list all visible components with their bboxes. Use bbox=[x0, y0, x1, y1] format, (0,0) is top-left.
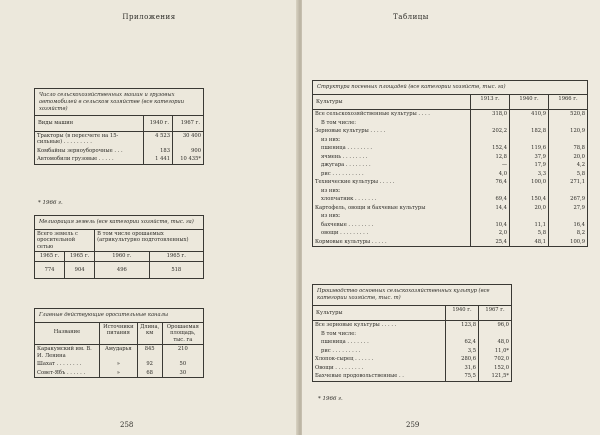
table-cell bbox=[471, 136, 510, 145]
row-label: из них: bbox=[313, 136, 471, 145]
table-row bbox=[313, 330, 512, 339]
row-label: Технические культуры . . . . . bbox=[313, 178, 471, 187]
right-page bbox=[302, 0, 600, 435]
table-cell: 182,8 bbox=[510, 127, 549, 136]
table-cell: 904 bbox=[65, 261, 95, 279]
footnote: * 1966 г. bbox=[318, 396, 343, 402]
table-row bbox=[313, 178, 588, 187]
column-header: 1913 г. bbox=[471, 94, 510, 110]
table-cell bbox=[471, 212, 510, 221]
table-caption: Число сельскохозяйственных машин и грузовых автомобилей в сельском хозяйстве (все категории хозяйств) bbox=[35, 89, 204, 116]
table-cell: 5,8 bbox=[549, 170, 588, 179]
table-cell: 37,9 bbox=[510, 153, 549, 162]
table-cell: 17,9 bbox=[510, 161, 549, 170]
table-cell: — bbox=[471, 161, 510, 170]
table-cell: 3,3 bbox=[510, 170, 549, 179]
table-cell: 120,9 bbox=[549, 127, 588, 136]
table-row bbox=[313, 161, 588, 170]
row-label: бахчевые . . . . . . . . bbox=[313, 221, 471, 230]
table-cell: 20,0 bbox=[510, 204, 549, 213]
row-label: пшеница . . . . . . . . bbox=[313, 144, 471, 153]
column-header bbox=[35, 322, 100, 345]
table-row bbox=[313, 364, 512, 373]
table-cell bbox=[549, 119, 588, 128]
table-cell: 68 bbox=[137, 369, 162, 378]
left-page bbox=[0, 0, 298, 435]
table-row bbox=[313, 212, 588, 221]
table-cell: 210 bbox=[162, 345, 203, 361]
table-cell: 496 bbox=[95, 261, 149, 279]
row-label: Каракумский им. В. И. Ленина bbox=[35, 345, 100, 361]
table-row bbox=[313, 119, 588, 128]
table-row bbox=[313, 347, 512, 356]
row-label: пшеница . . . . . . . bbox=[313, 338, 446, 347]
table-cell: 900 bbox=[173, 147, 204, 156]
table-cell: 3,5 bbox=[446, 347, 479, 356]
table-cell bbox=[510, 212, 549, 221]
table-cell: 11,1 bbox=[510, 221, 549, 230]
table-cell: 123,8 bbox=[446, 321, 479, 330]
table-row bbox=[35, 147, 204, 156]
column-header: 1940 г. bbox=[144, 116, 173, 132]
table-row bbox=[313, 136, 588, 145]
table-cell bbox=[471, 119, 510, 128]
table-cell: 14,4 bbox=[471, 204, 510, 213]
table-cell: 76,4 bbox=[471, 178, 510, 187]
canals-table bbox=[34, 308, 204, 378]
column-header: Всего земель с оросительной сетью bbox=[35, 229, 95, 252]
table-row bbox=[35, 369, 204, 378]
row-label: ячмень . . . . . . . . bbox=[313, 153, 471, 162]
row-label: Все зерновые культуры . . . . . bbox=[313, 321, 446, 330]
table-row bbox=[313, 372, 512, 381]
row-label: Кормовые культуры . . . . . bbox=[313, 238, 471, 247]
column-header: Орошаемая площадь, тыс. га bbox=[162, 322, 203, 345]
table-cell: 845 bbox=[137, 345, 162, 361]
table-cell: 774 bbox=[35, 261, 65, 279]
table-cell bbox=[549, 212, 588, 221]
table-cell: 100,9 bbox=[549, 238, 588, 247]
year-header: 1965 г. bbox=[35, 252, 65, 262]
table-cell: 267,9 bbox=[549, 195, 588, 204]
row-label: В том числе: bbox=[313, 119, 471, 128]
table-row bbox=[313, 144, 588, 153]
table-cell bbox=[446, 330, 479, 339]
row-label: Картофель, овощи и бахчевые культуры bbox=[313, 204, 471, 213]
column-header: В том числе орошаемых (агрикультурно подготовленных) bbox=[95, 229, 204, 252]
table-cell: 150,4 bbox=[510, 195, 549, 204]
table-row bbox=[35, 345, 204, 361]
table-caption: Мелиорация земель (все категории хозяйств, тыс. га) bbox=[35, 216, 204, 230]
table-cell: 27,9 bbox=[549, 204, 588, 213]
column-header: 1940 г. bbox=[446, 305, 479, 321]
page-number-left: 258 bbox=[120, 421, 134, 429]
table-row bbox=[313, 204, 588, 213]
table-row bbox=[313, 238, 588, 247]
row-label: из них: bbox=[313, 212, 471, 221]
table-row bbox=[313, 229, 588, 238]
table-cell bbox=[471, 187, 510, 196]
machines-table bbox=[34, 88, 204, 165]
column-header: Культуры bbox=[313, 305, 446, 321]
table-cell: 10,4 bbox=[471, 221, 510, 230]
running-head-left: Приложения bbox=[122, 13, 176, 21]
table-cell: 20,0 bbox=[549, 153, 588, 162]
row-label: Все сельскохозяйственные культуры . . . . bbox=[313, 110, 471, 119]
table-row bbox=[313, 221, 588, 230]
table-row bbox=[35, 131, 204, 147]
table-cell bbox=[549, 136, 588, 145]
table-cell: 30 400 bbox=[173, 131, 204, 147]
table-cell: 410,9 bbox=[510, 110, 549, 119]
table-cell: 280,6 bbox=[446, 355, 479, 364]
table-cell: 318,0 bbox=[471, 110, 510, 119]
row-label: из них: bbox=[313, 187, 471, 196]
table-cell: 30 bbox=[162, 369, 203, 378]
table-row bbox=[313, 195, 588, 204]
table-cell: 62,4 bbox=[446, 338, 479, 347]
table-cell: 119,6 bbox=[510, 144, 549, 153]
table-cell: 152,0 bbox=[479, 364, 512, 373]
table-cell: 202,2 bbox=[471, 127, 510, 136]
table-cell: 92 bbox=[137, 360, 162, 369]
table-cell: 1 441 bbox=[144, 155, 173, 164]
table-cell: 121,5* bbox=[479, 372, 512, 381]
column-header: 1940 г. bbox=[510, 94, 549, 110]
table-cell: 50 bbox=[162, 360, 203, 369]
table-cell: 11,0* bbox=[479, 347, 512, 356]
row-label: хлопчатник . . . . . . . bbox=[313, 195, 471, 204]
table-cell: 5,8 bbox=[510, 229, 549, 238]
table-cell: 4 523 bbox=[144, 131, 173, 147]
table-caption: Производство основных сельскохозяйственных культур (все категории хозяйств, тыс. т) bbox=[313, 285, 512, 306]
table-cell: 520,8 bbox=[549, 110, 588, 119]
table-cell bbox=[510, 119, 549, 128]
row-label: Тракторы (в пересчете на 15-сильные) . . . . . . . . . bbox=[35, 131, 144, 147]
column-header: Источники питания bbox=[100, 322, 138, 345]
table-row bbox=[313, 170, 588, 179]
table-cell: 518 bbox=[149, 261, 203, 279]
table-cell: 2,0 bbox=[471, 229, 510, 238]
column-header: Культуры bbox=[313, 94, 471, 110]
crop-area-table bbox=[312, 80, 588, 247]
column-header-label: Название bbox=[53, 328, 81, 335]
table-cell: 12,8 bbox=[471, 153, 510, 162]
table-row bbox=[313, 338, 512, 347]
table-row bbox=[313, 321, 512, 330]
table-cell: 702,0 bbox=[479, 355, 512, 364]
year-header: 1965 г. bbox=[65, 252, 95, 262]
table-row bbox=[313, 355, 512, 364]
column-header: 1966 г. bbox=[549, 94, 588, 110]
row-label: рис . . . . . . . . . . bbox=[313, 170, 471, 179]
table-cell: Амударья bbox=[100, 345, 138, 361]
row-label: рис . . . . . . . . . bbox=[313, 347, 446, 356]
row-label: Зерновые культуры . . . . . bbox=[313, 127, 471, 136]
irrigation-table bbox=[34, 215, 204, 279]
row-label: Хлопок-сырец . . . . . . bbox=[313, 355, 446, 364]
column-header: 1967 г. bbox=[479, 305, 512, 321]
row-label: Автомобили грузовые . . . . . bbox=[35, 155, 144, 164]
table-cell bbox=[549, 187, 588, 196]
table-cell: 8,2 bbox=[549, 229, 588, 238]
crop-production-table bbox=[312, 284, 512, 382]
table-cell: 183 bbox=[144, 147, 173, 156]
table-cell: 69,4 bbox=[471, 195, 510, 204]
page-number-right: 259 bbox=[406, 421, 420, 429]
running-head-right: Таблицы bbox=[393, 13, 429, 21]
table-row bbox=[35, 155, 204, 164]
row-label: Совет-Ябъ . . . . . . bbox=[35, 369, 100, 378]
table-cell: » bbox=[100, 360, 138, 369]
row-label: Шахат . . . . . . . . bbox=[35, 360, 100, 369]
column-header: Длина, км bbox=[137, 322, 162, 345]
table-row bbox=[313, 153, 588, 162]
table-cell: 25,4 bbox=[471, 238, 510, 247]
table-cell: 10 435* bbox=[173, 155, 204, 164]
year-header: 1960 г. bbox=[95, 252, 149, 262]
row-label: овощи . . . . . . . . . bbox=[313, 229, 471, 238]
table-cell: 48,0 bbox=[479, 338, 512, 347]
table-cell: 48,1 bbox=[510, 238, 549, 247]
table-row bbox=[35, 360, 204, 369]
column-header: Виды машин bbox=[35, 116, 144, 132]
table-cell: 96,0 bbox=[479, 321, 512, 330]
footnote: * 1966 г. bbox=[38, 200, 63, 206]
table-caption: Главные действующие оросительные каналы bbox=[35, 309, 204, 323]
row-label: джугара . . . . . . . . bbox=[313, 161, 471, 170]
table-cell: 16,4 bbox=[549, 221, 588, 230]
table-cell bbox=[510, 136, 549, 145]
row-label: В том числе: bbox=[313, 330, 446, 339]
table-row bbox=[313, 127, 588, 136]
table-cell bbox=[510, 187, 549, 196]
table-cell: » bbox=[100, 369, 138, 378]
table-row bbox=[313, 187, 588, 196]
year-header: 1965 г. bbox=[149, 252, 203, 262]
table-cell bbox=[479, 330, 512, 339]
table-cell: 4,2 bbox=[549, 161, 588, 170]
table-row bbox=[313, 110, 588, 119]
row-label: Бахчевые продовольственные . . bbox=[313, 372, 446, 381]
table-caption: Структура посевных площадей (все категории хозяйств, тыс. га) bbox=[313, 81, 588, 95]
row-label: Комбайны зерноуборочные . . . bbox=[35, 147, 144, 156]
table-cell: 152,4 bbox=[471, 144, 510, 153]
table-cell: 78,8 bbox=[549, 144, 588, 153]
table-cell: 75,5 bbox=[446, 372, 479, 381]
table-cell: 4,0 bbox=[471, 170, 510, 179]
column-header: 1967 г. bbox=[173, 116, 204, 132]
row-label: Овощи . . . . . . . . . bbox=[313, 364, 446, 373]
table-cell: 31,6 bbox=[446, 364, 479, 373]
table-cell: 271,1 bbox=[549, 178, 588, 187]
table-cell: 100,0 bbox=[510, 178, 549, 187]
